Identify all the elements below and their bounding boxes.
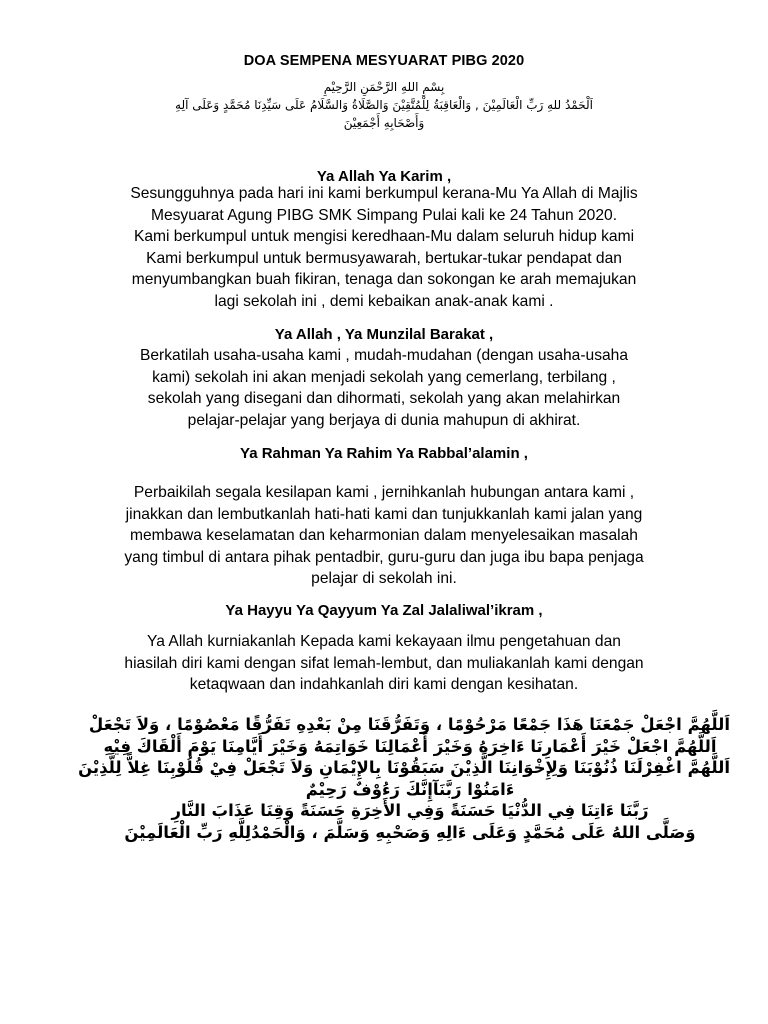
paragraph-line: sekolah yang disegani dan dihormati, sekolah yang akan melahirkan — [147, 390, 621, 408]
closing-arabic-prayer — [78, 714, 730, 843]
hamdalah-line: اَلْحَمْدُ للهِ رَبِّ الْعَالَمِيْنَ , وَالْعَاقِبَةُ لِلْمُتَّقِيْنَ وَالصَّلَاةُ وَالسَّلَامُ عَلَى سَيِّدِنَا مُحَمَّدٍ وَعَلَى آلِهِ — [175, 98, 593, 112]
section-heading: Ya Allah Ya Karim , — [316, 168, 452, 185]
arabic-prayer-line: وَصَلَّى اللهُ عَلَى مُحَمَّدٍ وَعَلَى ءَالِهِ وَصَحْبِهِ وَسَلَّمَ ، وَالْحَمْدُلِلَّهِ رَبِّ الْعَالَمِيْنَ — [124, 822, 696, 842]
paragraph-line: Kami berkumpul untuk mengisi keredhaan-Mu dalam seluruh hidup kami — [133, 228, 635, 246]
paragraph-line: Berkatilah usaha-usaha kami , mudah-mudahan (dengan usaha-usaha — [139, 347, 629, 364]
paragraph-line: Ya Allah kurniakanlah Kepada kami kekayaan ilmu pengetahuan dan — [147, 633, 621, 650]
paragraph-line: pelajar di sekolah ini. — [311, 570, 457, 588]
paragraph-line: hiasilah diri kami dengan sifat lemah-lembut, dan muliakanlah kami dengan — [124, 654, 644, 672]
paragraph-line: jinakkan dan lembutkanlah hati-hati kami dan tunjukkanlah kami jalan yang — [125, 505, 643, 523]
arabic-prayer-line: رَبَّنَا ءَاتِنَا فِي الدُّنْيَا حَسَنَةً وَفِي الأَخِرَةِ حَسَنَةً وَقِنَا عَذَابَ النَّارِ — [171, 801, 649, 820]
paragraph-line: Mesyuarat Agung PIBG SMK Simpang Pulai kali ke 24 Tahun 2020. — [150, 206, 618, 224]
section-paragraph — [60, 345, 708, 431]
paragraph-line: ketaqwaan dan indahkanlah diri kami dengan kesihatan. — [189, 676, 579, 694]
paragraph-line: Perbaikilah segala kesilapan kami , jernihkanlah hubungan antara kami , — [133, 484, 635, 501]
section-paragraph — [60, 482, 708, 590]
paragraph-line: menyumbangkan buah fikiran, tenaga dan sokongan ke arah memajukan — [131, 271, 637, 289]
paragraph-line: Kami berkumpul untuk bermusyawarah, bertukar-tukar pendapat dan — [146, 249, 622, 267]
arabic-prayer-line: اَللَّهُمَّ اجْعَلْ جَمْعَنَا هَذَا جَمْعًا مَرْحُوْمًا ، وَتَفَرُّقَنَا مِنْ بَعْدِهِ تَفَرُّقًا مَعْصُوْمًا ، وَلاَ تَجْعَلْ — [88, 715, 730, 734]
paragraph-line: lagi sekolah ini , demi kebaikan anak-anak kami . — [214, 292, 554, 310]
section-paragraph — [60, 631, 708, 696]
arabic-prayer-line: ءَامَنُوْا رَبَّنَآإِنَّكَ رَءُوْفٌ رَحِيْمٌ — [305, 779, 515, 799]
section-heading: Ya Allah , Ya Munzilal Barakat , — [274, 326, 494, 343]
arabic-prayer-line: اَللَّهُمَّ اجْعَلْ خَيْرَ أَعْمَارِنَا ءَاخِرَهُ وَخَيْرَ أَعْمَالِنَا خَوَاتِمَهُ وَخَيْرَ أَيَّامِنَا يَوْمَ أَلْقَاكَ فِيْهِ — [103, 736, 717, 756]
paragraph-line: yang timbul di antara pihak pentadbir, guru-guru dan juga ibu bapa penjaga — [124, 548, 644, 566]
opening-arabic-prayer — [100, 78, 668, 132]
paragraph-line: pelajar-pelajar yang berjaya di dunia mahupun di akhirat. — [187, 411, 581, 429]
hamdalah-line-end: وَأَصْحَابِهِ أَجْمَعِيْنَ — [343, 116, 425, 130]
paragraph-line: kami) sekolah ini akan menjadi sekolah yang cemerlang, terbilang , — [152, 368, 616, 386]
paragraph-line: membawa keselamatan dan keharmonian dalam menyelesaikan masalah — [130, 527, 638, 545]
basmalah-line: بِسْمِ اللهِ الرَّحْمَنِ الرَّحِيْمِ — [323, 80, 445, 94]
section-heading: Ya Hayyu Ya Qayyum Ya Zal Jalaliwal’ikram , — [225, 602, 543, 619]
paragraph-line: Sesungguhnya pada hari ini kami berkumpul kerana-Mu Ya Allah di Majlis — [130, 185, 638, 202]
arabic-prayer-line: اَللَّهُمَّ اغْفِرْلَنَا ذُنُوْبَنَا وَلِإِخْوَانِنَا الَّذِيْنَ سَبَقُوْنَا بِالإِيْمَانِ وَلاَ تَجْعَلْ فِيْ قُلُوْبِنَا غِلاًّ لِلَّذِيْنَ — [78, 758, 730, 777]
section-paragraph — [60, 183, 708, 313]
document-title: DOA SEMPENA MESYUARAT PIBG 2020 — [243, 53, 525, 69]
section-heading: Ya Rahman Ya Rahim Ya Rabbal’alamin , — [240, 445, 528, 462]
